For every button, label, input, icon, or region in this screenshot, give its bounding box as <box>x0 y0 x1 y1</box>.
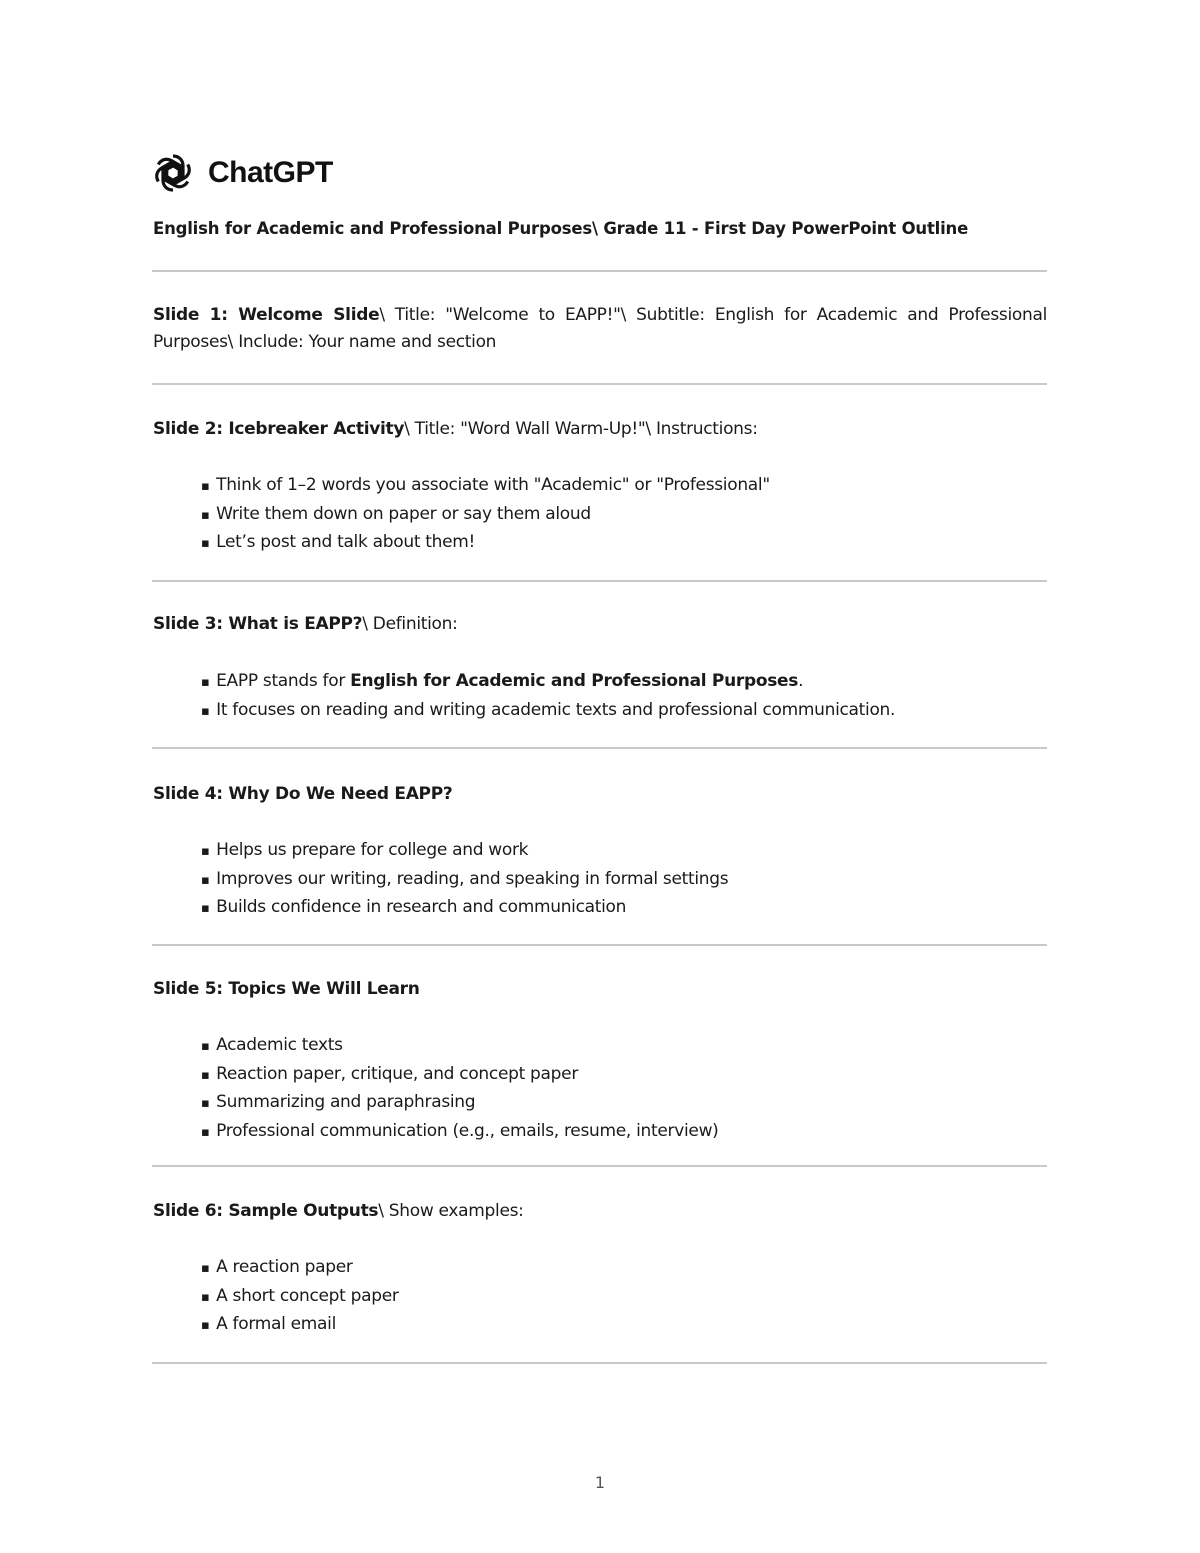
slide-2-bullet-list <box>201 472 1047 558</box>
list-item: ▪ EAPP stands for English for Academic and Professional Purposes. <box>201 668 1047 697</box>
slide-1-section <box>153 302 1047 356</box>
slide-3-section <box>153 611 1047 638</box>
divider <box>152 944 1047 946</box>
list-item: ▪ Academic texts <box>201 1032 1047 1061</box>
slide-5-heading: Slide 5: Topics We Will Learn <box>153 979 420 999</box>
bullet-icon: ▪ <box>201 703 210 719</box>
logo-text: ChatGPT <box>208 156 333 189</box>
bullet-icon: ▪ <box>201 901 210 916</box>
list-item: ▪ It focuses on reading and writing academic texts and professional communication. <box>201 697 1047 726</box>
list-item: ▪ A reaction paper <box>201 1254 1047 1283</box>
bullet-icon: ▪ <box>201 479 210 494</box>
list-item: ▪ Write them down on paper or say them aloud <box>201 501 1047 530</box>
bullet-icon: ▪ <box>201 1039 210 1054</box>
slide-4-section <box>153 781 1047 808</box>
list-item: ▪ A formal email <box>201 1311 1047 1340</box>
slide-5-section <box>153 976 1047 1003</box>
slide-3-body: \ Definition: <box>362 614 458 634</box>
page-number: 1 <box>594 1473 606 1492</box>
list-item: ▪ Professional communication (e.g., emails, resume, interview) <box>201 1118 1047 1147</box>
document-title: English for Academic and Professional Purposes\ Grade 11 - First Day PowerPoint Outline <box>153 219 969 238</box>
bullet-icon: ▪ <box>201 1096 210 1111</box>
list-item: ▪ Summarizing and paraphrasing <box>201 1089 1047 1118</box>
slide-3-bullet-list <box>201 668 1047 725</box>
slide-6-section <box>153 1198 1047 1225</box>
slide-6-bullet-list <box>201 1254 1047 1340</box>
bullet-icon: ▪ <box>201 844 210 859</box>
bullet-icon: ▪ <box>201 872 210 888</box>
list-item: ▪ Improves our writing, reading, and speaking in formal settings <box>201 866 1047 895</box>
list-item: ▪ Let’s post and talk about them! <box>201 529 1047 558</box>
list-item: ▪ Reaction paper, critique, and concept paper <box>201 1061 1047 1090</box>
slide-4-bullet-list <box>201 837 1047 923</box>
bullet-icon: ▪ <box>201 1289 210 1305</box>
slide-2-section <box>153 416 1047 443</box>
slide-6-heading: Slide 6: Sample Outputs <box>153 1201 379 1221</box>
bullet-icon: ▪ <box>201 1261 210 1276</box>
divider <box>152 270 1047 272</box>
slide-4-heading: Slide 4: Why Do We Need EAPP? <box>153 784 453 804</box>
slide-6-body: \ Show examples: <box>378 1201 524 1221</box>
divider <box>152 383 1047 385</box>
divider <box>152 1362 1047 1364</box>
slide-1-heading: Slide 1: Welcome Slide <box>153 305 380 325</box>
slide-5-bullet-list <box>201 1032 1047 1146</box>
divider <box>152 1165 1047 1167</box>
list-item: ▪ Think of 1–2 words you associate with "Academic" or "Professional" <box>201 472 1047 501</box>
list-item: ▪ A short concept paper <box>201 1283 1047 1312</box>
list-item: ▪ Builds confidence in research and communication <box>201 894 1047 923</box>
bullet-icon: ▪ <box>201 675 210 690</box>
slide-2-heading: Slide 2: Icebreaker Activity <box>153 419 405 439</box>
divider <box>152 747 1047 749</box>
bullet-icon: ▪ <box>201 1318 210 1333</box>
bullet-icon: ▪ <box>201 536 210 551</box>
bullet-icon: ▪ <box>201 1067 210 1083</box>
list-item: ▪ Helps us prepare for college and work <box>201 837 1047 866</box>
bullet-icon: ▪ <box>201 1124 210 1140</box>
openai-knot-icon <box>152 152 194 194</box>
slide-2-body: \ Title: "Word Wall Warm-Up!"\ Instructions: <box>404 419 758 439</box>
slide-1-body: \ Title: "Welcome to EAPP!"\ Subtitle: English for Academic and Professional Purposes\ Include: Your name and section <box>153 305 1047 352</box>
chatgpt-logo <box>152 152 333 194</box>
slide-3-heading: Slide 3: What is EAPP? <box>153 614 363 634</box>
divider <box>152 580 1047 582</box>
bullet-icon: ▪ <box>201 507 210 523</box>
